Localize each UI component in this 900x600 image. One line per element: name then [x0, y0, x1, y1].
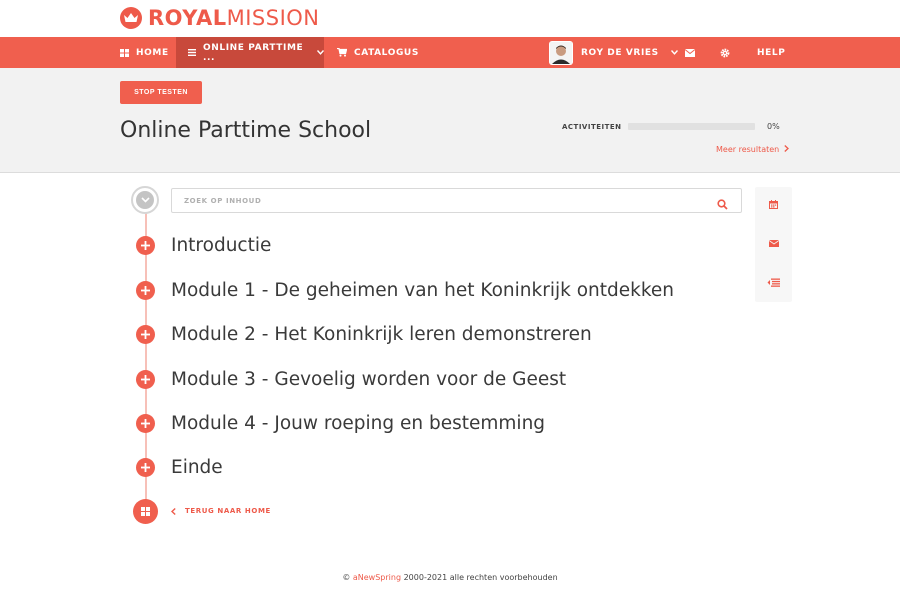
menu-icon: [188, 49, 196, 56]
search-input[interactable]: [184, 195, 684, 207]
plus-icon: [136, 236, 155, 255]
nav-course-label: ONLINE PARTTIME ...: [203, 42, 304, 63]
nav-help[interactable]: [757, 37, 785, 68]
copyright-symbol: ©: [342, 573, 351, 582]
chevron-down-icon: [671, 50, 678, 55]
plus-icon: [136, 325, 155, 344]
chevron-right-icon: [784, 145, 789, 154]
plus-icon: [136, 414, 155, 433]
activities-label: ACTIVITEITEN: [562, 123, 622, 131]
more-results-label: Meer resultaten: [716, 145, 780, 154]
chevron-down-icon: [136, 191, 154, 209]
footer: [0, 573, 900, 582]
plus-icon: [136, 370, 155, 389]
plus-icon: [136, 281, 155, 300]
envelope-icon: [769, 240, 779, 247]
module-title: Module 2 - Het Koninkrijk leren demonstreren: [171, 323, 592, 345]
calendar-button[interactable]: [755, 189, 792, 219]
chevron-down-icon: [317, 50, 324, 55]
module-title: Module 1 - De geheimen van het Koninkrijk ontdekken: [171, 279, 674, 301]
side-toolbar: [755, 187, 792, 302]
home-grid-button[interactable]: [133, 499, 158, 524]
nav-catalog-label: CATALOGUS: [354, 47, 419, 58]
brand-name-light: MISSION: [226, 6, 320, 30]
nav-home-label: HOME: [136, 47, 169, 58]
module-title: Module 4 - Jouw roeping en bestemming: [171, 412, 546, 434]
brand-logo[interactable]: [120, 6, 320, 30]
nav-home[interactable]: [120, 37, 169, 68]
module-item-2[interactable]: [136, 319, 592, 349]
module-item-1[interactable]: [136, 275, 674, 305]
back-to-home-label: TERUG NAAR HOME: [185, 507, 271, 515]
logo-bar: [0, 0, 900, 37]
cart-icon: [337, 48, 347, 57]
brand-name-bold: ROYAL: [148, 6, 227, 30]
chevron-left-icon: [171, 508, 176, 515]
more-results-link[interactable]: [716, 145, 789, 154]
outline-toggle-button[interactable]: [755, 267, 792, 297]
avatar: [549, 41, 573, 65]
gear-icon: [720, 48, 730, 58]
envelope-icon: [685, 49, 695, 57]
activities-progress-bar: [628, 123, 755, 130]
back-to-home-link[interactable]: [171, 507, 271, 515]
nav-help-label: HELP: [757, 47, 786, 58]
plus-icon: [136, 458, 155, 477]
footer-brand-link[interactable]: aNewSpring: [352, 573, 402, 582]
user-name: ROY DE VRIES: [581, 47, 659, 58]
crown-icon: [120, 7, 142, 29]
message-button[interactable]: [755, 228, 792, 258]
footer-rights: 2000-2021 alle rechten voorbehouden: [403, 573, 558, 582]
nav-settings[interactable]: [720, 37, 730, 68]
module-title: Module 3 - Gevoelig worden voor de Geest: [171, 368, 567, 390]
stop-testing-button[interactable]: STOP TESTEN: [120, 81, 202, 104]
search-icon[interactable]: [717, 195, 728, 214]
course-header: [0, 68, 900, 173]
module-item-3[interactable]: [136, 364, 566, 394]
nav-course[interactable]: [176, 37, 324, 68]
grid-icon: [120, 49, 129, 57]
content-search: [171, 188, 742, 213]
module-title: Einde: [171, 456, 223, 478]
module-item-intro[interactable]: [136, 230, 271, 260]
nav-messages[interactable]: [685, 37, 695, 68]
collapse-all-toggle[interactable]: [131, 186, 159, 214]
main-nav: [0, 37, 900, 68]
module-item-end[interactable]: [136, 452, 223, 482]
grid-icon: [141, 507, 150, 516]
page-title: Online Parttime School: [120, 118, 372, 143]
module-title: Introductie: [171, 234, 272, 256]
calendar-icon: [769, 200, 778, 209]
nav-user-menu[interactable]: [549, 37, 678, 68]
nav-catalog[interactable]: [337, 37, 419, 68]
activities-percent: 0%: [767, 122, 780, 131]
module-item-4[interactable]: [136, 408, 545, 438]
list-indent-icon: [767, 278, 780, 287]
